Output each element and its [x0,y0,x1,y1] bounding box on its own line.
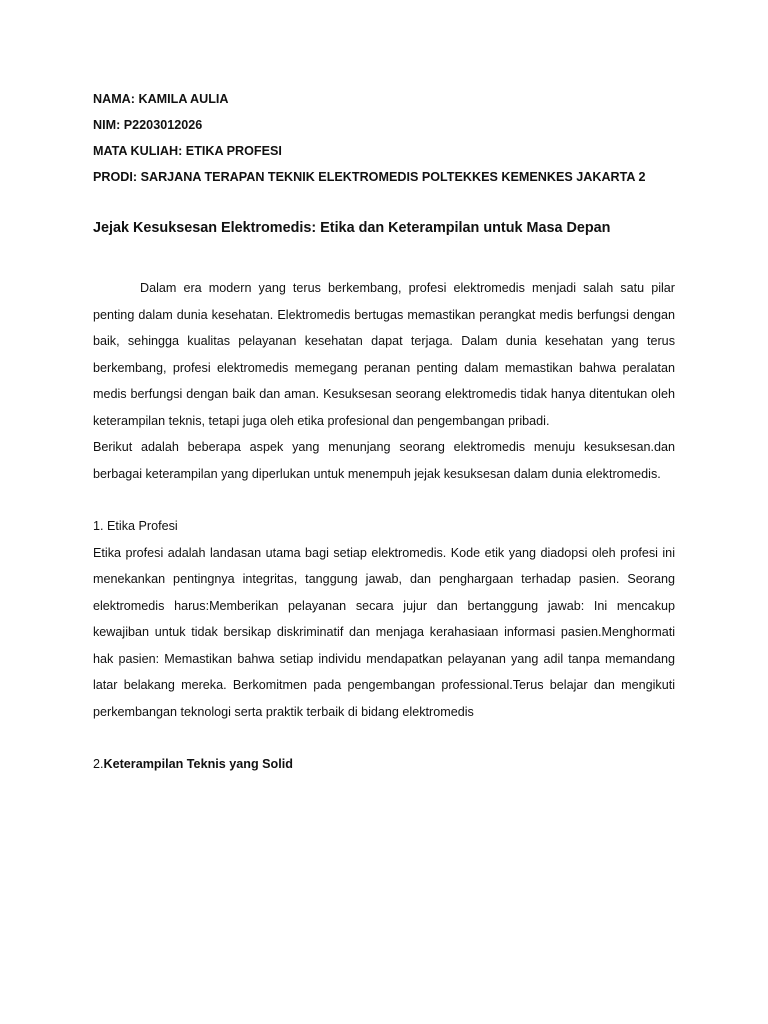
section-2-number: 2. [93,757,104,771]
section-1-heading: 1. Etika Profesi [93,519,178,533]
course-name: MATA KULIAH: ETIKA PROFESI [93,144,282,158]
intro-paragraph: Dalam era modern yang terus berkembang, profesi elektromedis menjadi salah satu pilar penting dalam dunia kesehatan. Elektromedis bertugas memastikan perangkat medis berfungsi dengan baik, sehingga kualitas pelayanan kesehatan dapat terjaga. Dalam dunia kesehatan yang terus berkembang, profesi elektromedis memegang peranan penting dalam memastikan bahwa peralatan medis berfungsi dengan baik dan aman. Kesuksesan seorang elektromedis tidak hanya ditentukan oleh keterampilan teknis, tetapi juga oleh etika profesional dan pengembangan pribadi. [93,281,675,428]
aspects-paragraph: Berikut adalah beberapa aspek yang menunjang seorang elektromedis menuju kesuksesan.dan berbagai keterampilan yang diperlukan untuk menempuh jejak kesuksesan dalam dunia elektromedis. [93,440,675,481]
document-content [93,86,675,778]
section-2-heading [93,751,675,778]
essay-title: Jejak Kesuksesan Elektromedis: Etika dan Keterampilan untuk Masa Depan [93,220,611,236]
section-2-title: Keterampilan Teknis yang Solid [103,757,293,771]
section-1-body: Etika profesi adalah landasan utama bagi setiap elektromedis. Kode etik yang diadopsi oleh profesi ini menekankan pentingnya integritas, tanggung jawab, dan penghargaan terhadap pasien. Seorang elektromedis harus:Memberikan pelayanan secara jujur dan bertanggung jawab: Ini mencakup kewajiban untuk tidak bersikap diskriminatif dan menjaga kerahasiaan informasi pasien.Menghormati hak pasien: Memastikan bahwa setiap individu mendapatkan pelayanan yang adil tanpa memandang latar belakang mereka. Berkomitmen pada pengembangan professional.Terus belajar dan mengikuti perkembangan teknologi serta praktik terbaik di bidang elektromedis [93,545,675,719]
student-name: NAMA: KAMILA AULIA [93,92,229,106]
student-nim: NIM: P2203012026 [93,118,203,132]
study-program: PRODI: SARJANA TERAPAN TEKNIK ELEKTROMEDIS POLTEKKES KEMENKES JAKARTA 2 [93,170,646,184]
